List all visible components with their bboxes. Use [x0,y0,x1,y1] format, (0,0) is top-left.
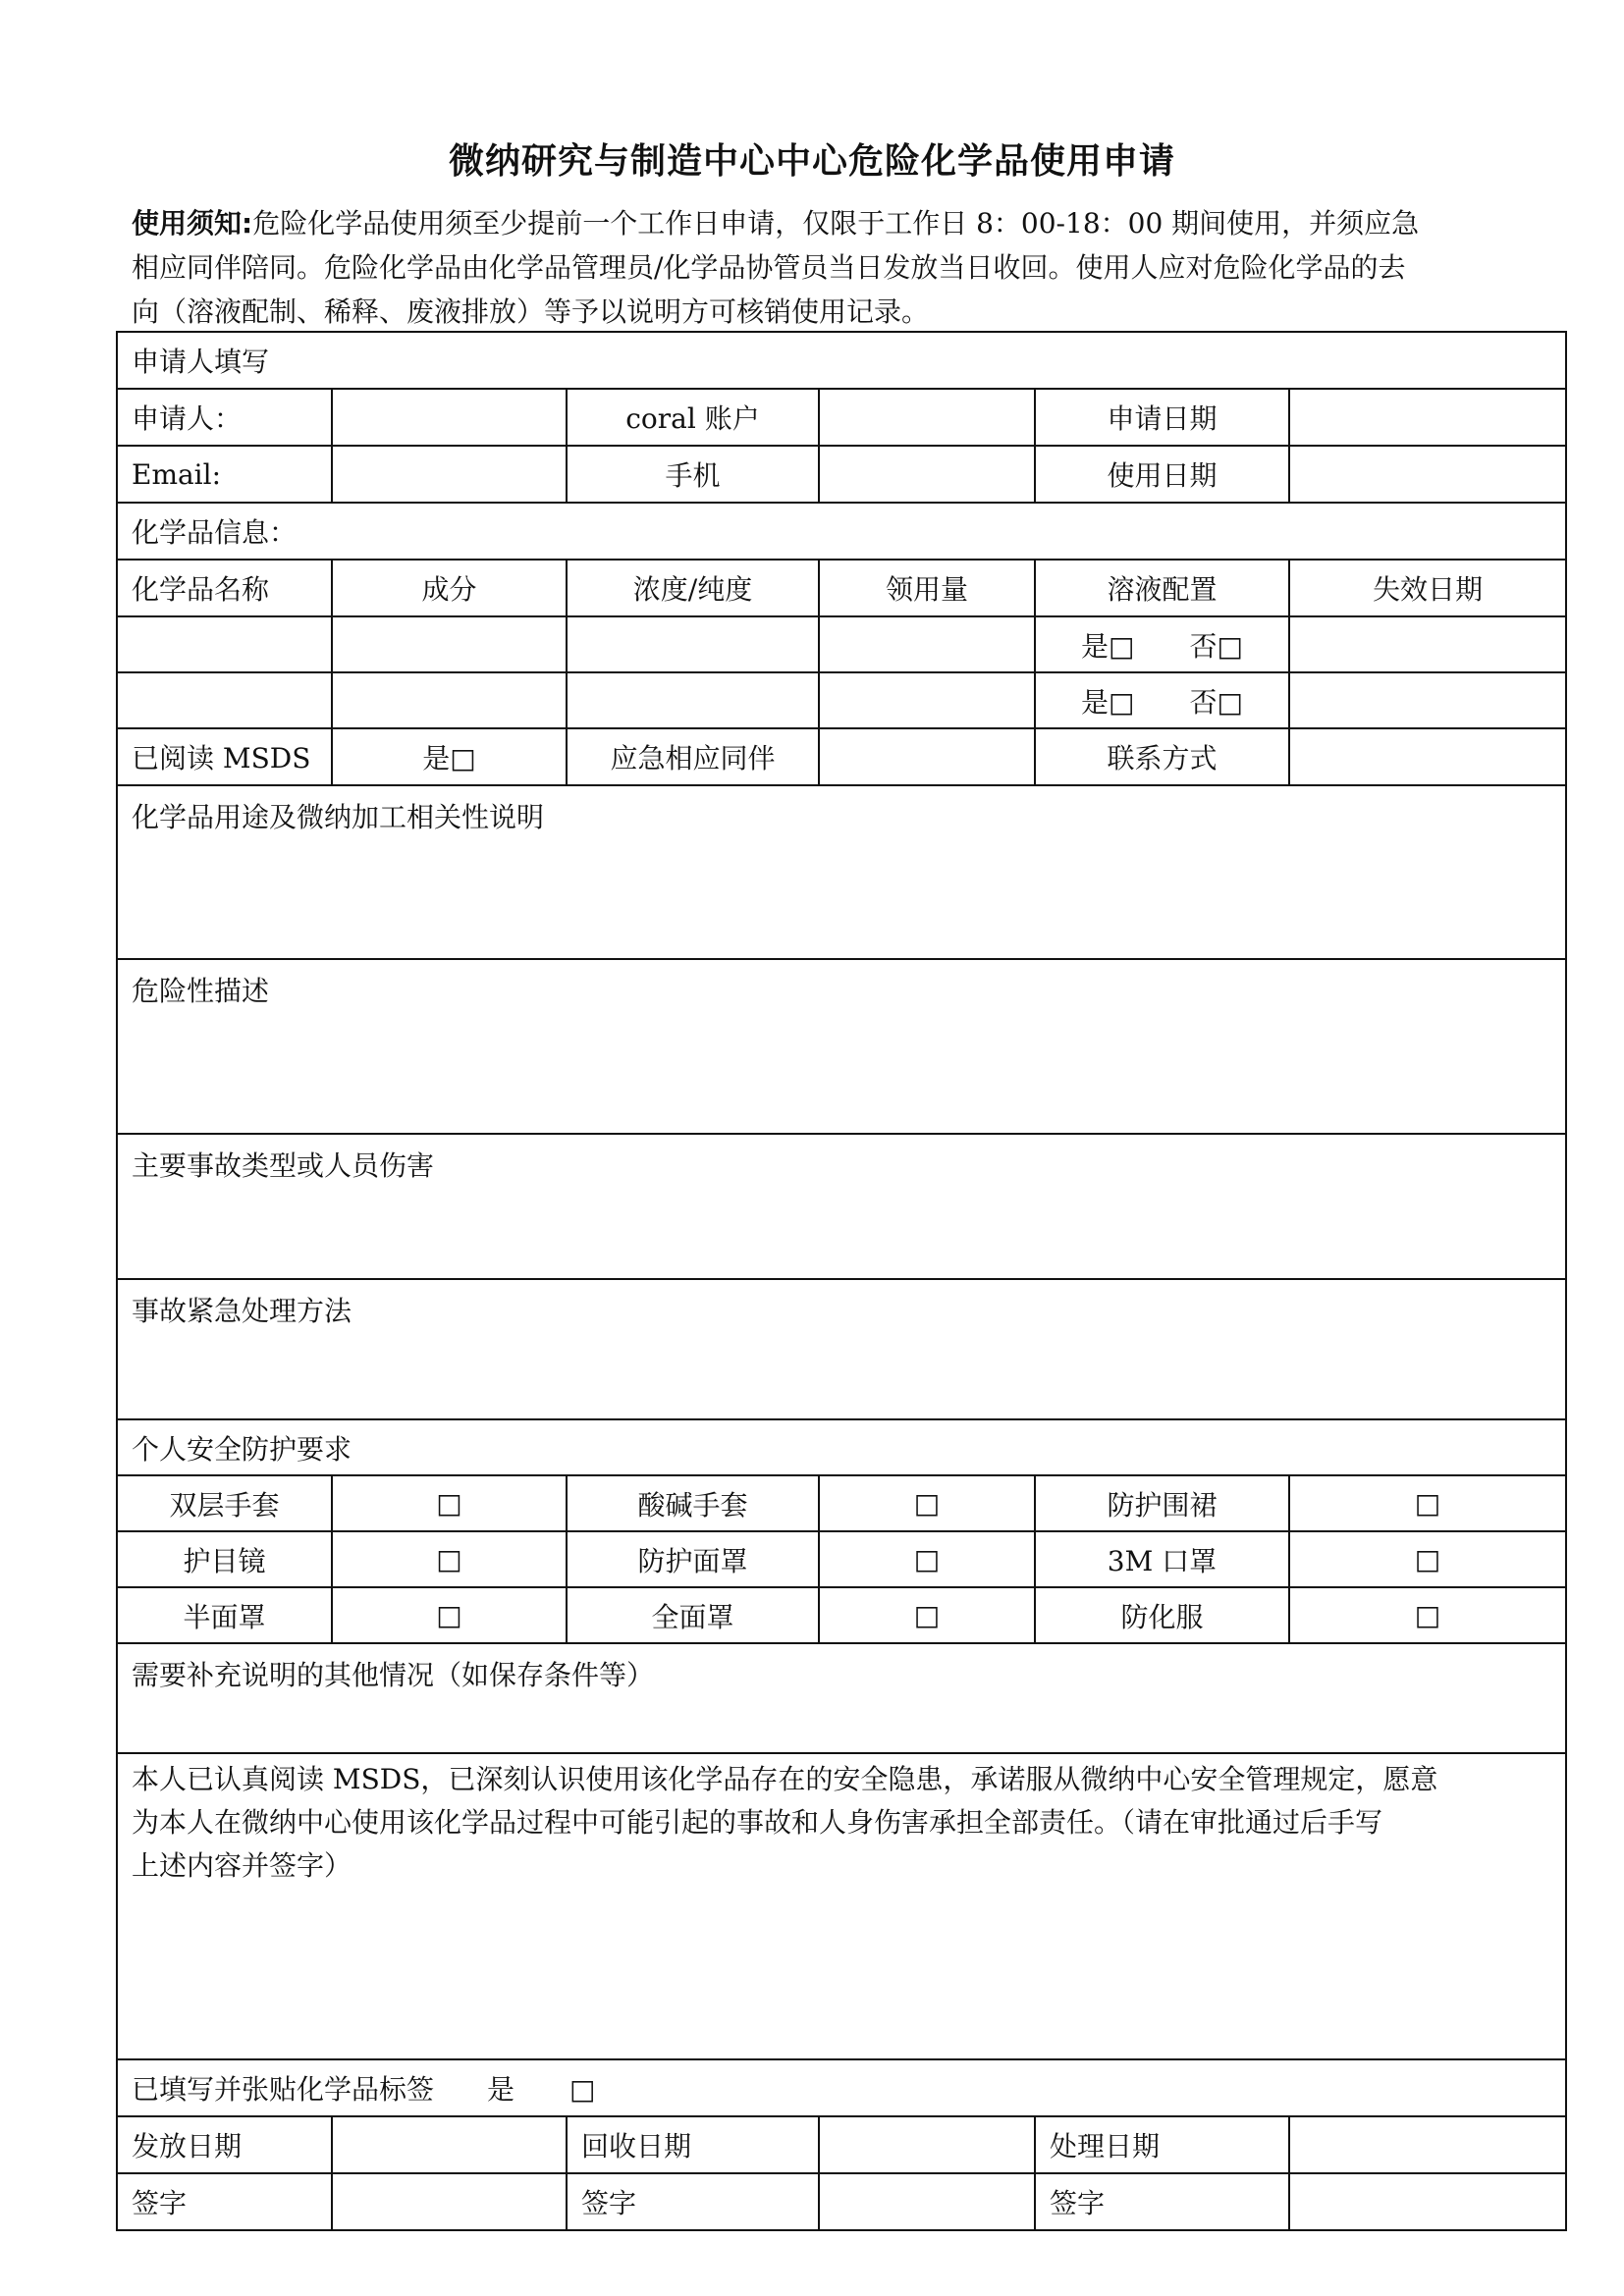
notice-line-1: 危险化学品使用须至少提前一个工作日申请，仅限于工作日 8：00-18：00 期间使用，并须应急 [252,207,1420,240]
phone-label: 手机 [567,446,819,503]
chemical-row-1-quantity[interactable] [819,616,1035,672]
chemical-row-2-solution-checkbox[interactable]: 是□ 否□ [1035,672,1289,728]
page-title: 微纳研究与制造中心中心危险化学品使用申请 [448,141,1175,182]
ppe-section-header: 个人安全防护要求 [117,1419,1566,1475]
return-sign-label: 签字 [567,2173,819,2230]
notice-label: 使用须知: [132,207,253,240]
issue-date-field[interactable] [332,2116,567,2173]
ppe-goggles-label: 护目镜 [117,1531,332,1587]
ppe-acid-gloves-label: 酸碱手套 [567,1475,819,1531]
emergency-partner-label: 应急相应同伴 [567,728,819,785]
contact-label: 联系方式 [1035,728,1289,785]
declaration-line-1: 本人已认真阅读 MSDS，已深刻认识使用该化学品存在的安全隐患，承诺服从微纳中心安全管理规定，愿意 [132,1763,1438,1795]
declaration-line-2: 为本人在微纳中心使用该化学品过程中可能引起的事故和人身伤害承担全部责任。（请在审批通过后手写 [132,1806,1383,1839]
accident-type-field[interactable] [117,1134,1566,1279]
ppe-apron-checkbox[interactable]: □ [1289,1475,1566,1531]
ppe-3m-mask-checkbox[interactable]: □ [1289,1531,1566,1587]
header-solution-prep: 溶液配置 [1035,560,1289,616]
hazard-description-label: 危险性描述 [132,975,270,1007]
chemical-row-1-concentration[interactable] [567,616,819,672]
issue-sign-label: 签字 [117,2173,332,2230]
applicant-name-field[interactable] [332,389,567,446]
email-label: Email: [117,446,332,503]
header-component: 成分 [332,560,567,616]
declaration-field[interactable] [117,1753,1566,2059]
ppe-acid-gloves-checkbox[interactable]: □ [819,1475,1035,1531]
hazard-description-field[interactable] [117,959,1566,1134]
label-posted-row [117,2059,1566,2116]
ppe-double-gloves-checkbox[interactable]: □ [332,1475,567,1531]
notice-line-3: 向（溶液配制、稀释、废液排放）等予以说明方可核销使用记录。 [132,295,930,328]
chemical-row-1-component[interactable] [332,616,567,672]
coral-account-field[interactable] [819,389,1035,446]
process-date-field[interactable] [1289,2116,1566,2173]
header-expiry-date: 失效日期 [1289,560,1566,616]
chemical-row-2-concentration[interactable] [567,672,819,728]
phone-field[interactable] [819,446,1035,503]
usage-description-field[interactable] [117,785,1566,959]
email-field[interactable] [332,446,567,503]
apply-date-field[interactable] [1289,389,1566,446]
header-quantity: 领用量 [819,560,1035,616]
use-date-field[interactable] [1289,446,1566,503]
ppe-face-shield-checkbox[interactable]: □ [819,1531,1035,1587]
label-posted-yes: 是 [487,2073,515,2106]
ppe-chem-suit-checkbox[interactable]: □ [1289,1587,1566,1643]
applicant-name-label: 申请人： [117,389,332,446]
ppe-half-mask-checkbox[interactable]: □ [332,1587,567,1643]
coral-account-label: coral 账户 [567,389,819,446]
label-posted-text: 已填写并张贴化学品标签 [132,2073,435,2106]
chemical-row-2-name[interactable] [117,672,332,728]
msds-read-checkbox[interactable]: 是□ [332,728,567,785]
chemical-row-1-name[interactable] [117,616,332,672]
usage-description-label: 化学品用途及微纳加工相关性说明 [132,801,545,833]
ppe-face-shield-label: 防护面罩 [567,1531,819,1587]
process-sign-label: 签字 [1035,2173,1289,2230]
msds-read-label: 已阅读 MSDS [117,728,332,785]
emergency-method-field[interactable] [117,1279,1566,1419]
process-sign-field[interactable] [1289,2173,1566,2230]
chemical-section-header: 化学品信息： [117,503,1566,560]
application-form [116,331,1567,2231]
header-concentration: 浓度/纯度 [567,560,819,616]
ppe-3m-mask-label: 3M 口罩 [1035,1531,1289,1587]
ppe-full-mask-label: 全面罩 [567,1587,819,1643]
ppe-half-mask-label: 半面罩 [117,1587,332,1643]
process-date-label: 处理日期 [1035,2116,1289,2173]
chemical-row-2-component[interactable] [332,672,567,728]
use-date-label: 使用日期 [1035,446,1289,503]
chemical-row-2-quantity[interactable] [819,672,1035,728]
other-notes-field[interactable] [117,1643,1566,1753]
label-posted-checkbox[interactable]: □ [569,2073,596,2106]
chemical-row-2-expiry[interactable] [1289,672,1566,728]
applicant-section-header: 申请人填写 [117,332,1566,389]
apply-date-label: 申请日期 [1035,389,1289,446]
header-chemical-name: 化学品名称 [117,560,332,616]
return-date-field[interactable] [819,2116,1035,2173]
notice-line-2: 相应同伴陪同。危险化学品由化学品管理员/化学品协管员当日发放当日收回。使用人应对危险化学品的去 [132,251,1406,284]
issue-sign-field[interactable] [332,2173,567,2230]
chemical-row-1-expiry[interactable] [1289,616,1566,672]
return-date-label: 回收日期 [567,2116,819,2173]
return-sign-field[interactable] [819,2173,1035,2230]
ppe-goggles-checkbox[interactable]: □ [332,1531,567,1587]
ppe-full-mask-checkbox[interactable]: □ [819,1587,1035,1643]
accident-type-label: 主要事故类型或人员伤害 [132,1149,435,1182]
ppe-chem-suit-label: 防化服 [1035,1587,1289,1643]
contact-field[interactable] [1289,728,1566,785]
ppe-apron-label: 防护围裙 [1035,1475,1289,1531]
emergency-method-label: 事故紧急处理方法 [132,1295,352,1327]
other-notes-label: 需要补充说明的其他情况（如保存条件等） [132,1659,655,1691]
emergency-partner-field[interactable] [819,728,1035,785]
ppe-double-gloves-label: 双层手套 [117,1475,332,1531]
chemical-row-1-solution-checkbox[interactable]: 是□ 否□ [1035,616,1289,672]
issue-date-label: 发放日期 [117,2116,332,2173]
declaration-line-3: 上述内容并签字） [132,1849,352,1882]
usage-notice [132,201,1526,334]
